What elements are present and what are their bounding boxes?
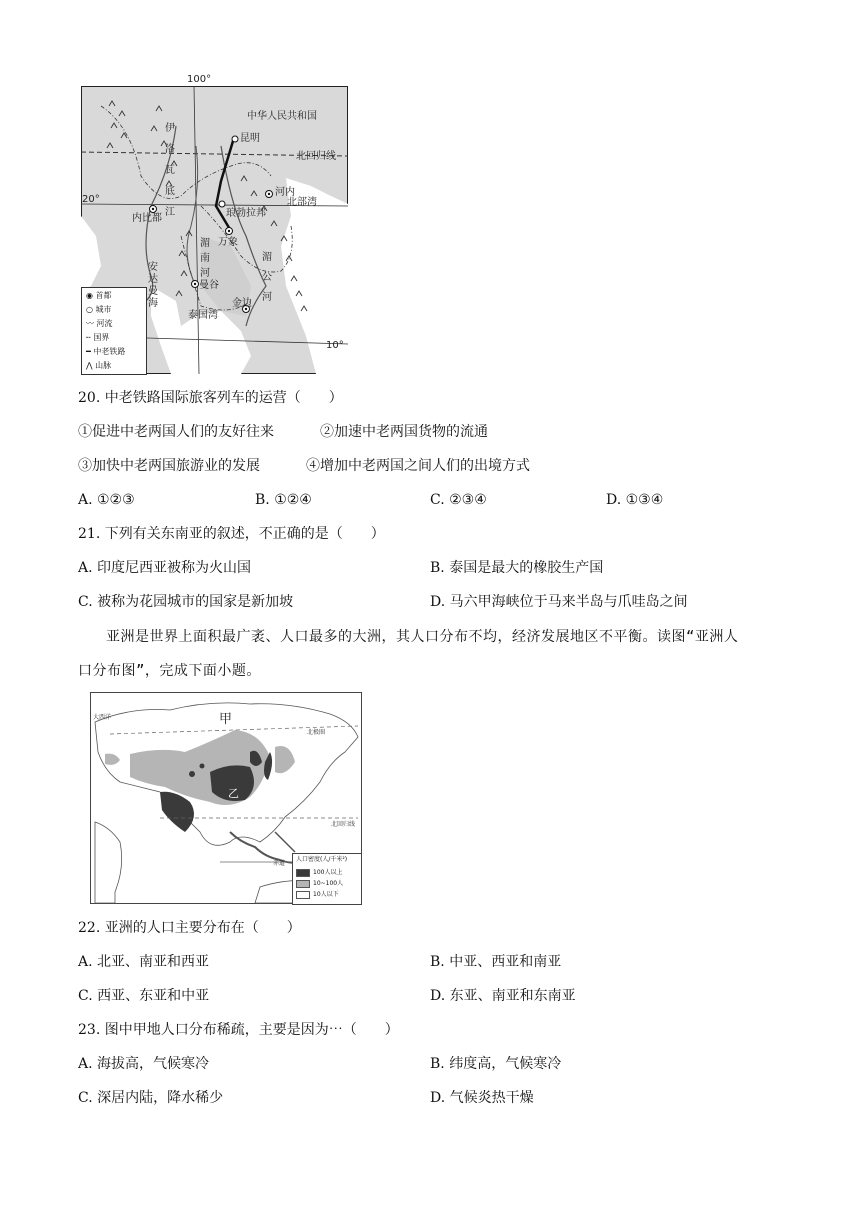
q20-option-d[interactable]: D. ①③④ <box>606 492 664 508</box>
chaophraya-label: 湄南河 <box>200 238 210 279</box>
passage-text <box>78 620 778 688</box>
legend2-swatch-mid <box>296 880 310 888</box>
q21-option-c[interactable]: C. 被称为花园城市的国家是新加坡 <box>78 594 294 610</box>
q21-stem: 21. 下列有关东南亚的叙述，不正确的是（ ） <box>78 526 385 542</box>
atlantic-label: 大西洋 <box>93 714 112 721</box>
q20-stem: 20. 中老铁路国际旅客列车的运营（ ） <box>78 390 343 406</box>
q20-option-c[interactable]: C. ②③④ <box>430 492 487 508</box>
legend-river-text: 河流 <box>96 319 113 328</box>
q21-option-b[interactable]: B. 泰国是最大的橡胶生产国 <box>430 560 604 576</box>
q23-stem: 23. 图中甲地人口分布稀疏，主要是因为⋯（ ） <box>78 1022 399 1038</box>
q23-option-a[interactable]: A. 海拔高，气候寒冷 <box>78 1056 210 1072</box>
vientiane-label: 万象 <box>218 237 238 248</box>
legend-mountain-text: 山脉 <box>95 361 112 370</box>
legend-city: ○ 城市 <box>86 305 112 314</box>
q20-option-b[interactable]: B. ①②④ <box>255 492 312 508</box>
legend2-swatch-high <box>296 869 310 877</box>
gulf-thailand-label: 泰国湾 <box>188 310 218 321</box>
q22-option-d[interactable]: D. 东亚、南亚和东南亚 <box>430 988 576 1004</box>
andaman-label: 安达曼海 <box>148 262 158 309</box>
q21-option-a[interactable]: A. 印度尼西亚被称为火山国 <box>78 560 252 576</box>
legend-railway-text: 中老铁路 <box>93 347 126 356</box>
gulf-tonkin-label: 北部湾 <box>287 197 317 208</box>
legend2-swatch-low <box>296 891 310 899</box>
q22-stem: 22. 亚洲的人口主要分布在（ ） <box>78 920 301 936</box>
luangprabang-label: 琅勃拉邦 <box>226 208 266 219</box>
q23-option-c[interactable]: C. 深居内陆，降水稀少 <box>78 1090 224 1106</box>
q20-statement-3: ③加快中老两国旅游业的发展 <box>78 458 260 474</box>
lon-100-label: 100° <box>187 74 212 85</box>
legend-city-text: 城市 <box>95 305 112 314</box>
legend-border: ╌ 国界 <box>86 333 110 342</box>
legend2-mid: 10~100人 <box>313 880 344 887</box>
lat-10-label: 10° <box>326 340 344 351</box>
tropic-label: 北回归线 <box>296 151 336 162</box>
q23-option-b[interactable]: B. 纬度高，气候寒冷 <box>430 1056 562 1072</box>
naypyidaw-label: 内比都 <box>132 213 162 224</box>
kunming-label: 昆明 <box>240 133 260 144</box>
arctic-circle-label: 北极圈 <box>307 729 326 736</box>
legend-river: 〰 河流 <box>86 319 113 328</box>
map1-legend <box>81 287 147 375</box>
lat-20-label: 20° <box>82 194 100 205</box>
china-label: 中华人民共和国 <box>247 111 317 122</box>
phnompenh-label: 金边 <box>232 298 252 309</box>
legend-capital-text: 首都 <box>95 291 112 300</box>
equator-label: 赤道 <box>273 860 286 867</box>
irrawaddy-label: 伊洛瓦底江 <box>165 123 175 218</box>
map2-legend <box>292 853 362 905</box>
q20-option-a[interactable]: A. ①②③ <box>78 492 135 508</box>
legend-capital: ◉ 首都 <box>86 291 112 300</box>
q22-option-c[interactable]: C. 西亚、东亚和中亚 <box>78 988 210 1004</box>
q22-option-b[interactable]: B. 中亚、西亚和南亚 <box>430 954 562 970</box>
q20-statement-4: ④增加中老两国之间人们的出境方式 <box>306 458 530 474</box>
legend-railway: ━ 中老铁路 <box>86 347 126 356</box>
yi-label: 乙 <box>228 787 239 800</box>
q22-option-a[interactable]: A. 北亚、南亚和西亚 <box>78 954 210 970</box>
q20-statement-1: ①促进中老两国人们的友好往来 <box>78 424 274 440</box>
legend2-title: 人口密度(人/千米²) <box>296 856 348 863</box>
passage-line-1: 亚洲是世界上面积最广袤、人口最多的大洲，其人口分布不均，经济发展地区不平衡。读图“亚洲人 <box>106 629 739 645</box>
q21-option-d[interactable]: D. 马六甲海峡位于马来半岛与爪哇岛之间 <box>430 594 688 610</box>
q23-option-d[interactable]: D. 气候炎热干燥 <box>430 1090 534 1106</box>
legend-mountain: ⋀ 山脉 <box>86 361 112 370</box>
jia-label: 甲 <box>219 712 233 727</box>
hanoi-label: 河内 <box>275 187 295 198</box>
q20-statement-2: ②加速中老两国货物的流通 <box>320 424 488 440</box>
legend2-high: 100人以上 <box>313 869 343 876</box>
legend-border-text: 国界 <box>93 333 110 342</box>
tropic-asia-label: 北回归线 <box>331 821 356 828</box>
bangkok-label: 曼谷 <box>199 280 219 291</box>
mekong-label: 湄公河 <box>262 252 272 303</box>
legend2-low: 10人以下 <box>313 891 339 898</box>
passage-line-2: 口分布图”，完成下面小题。 <box>78 663 261 679</box>
